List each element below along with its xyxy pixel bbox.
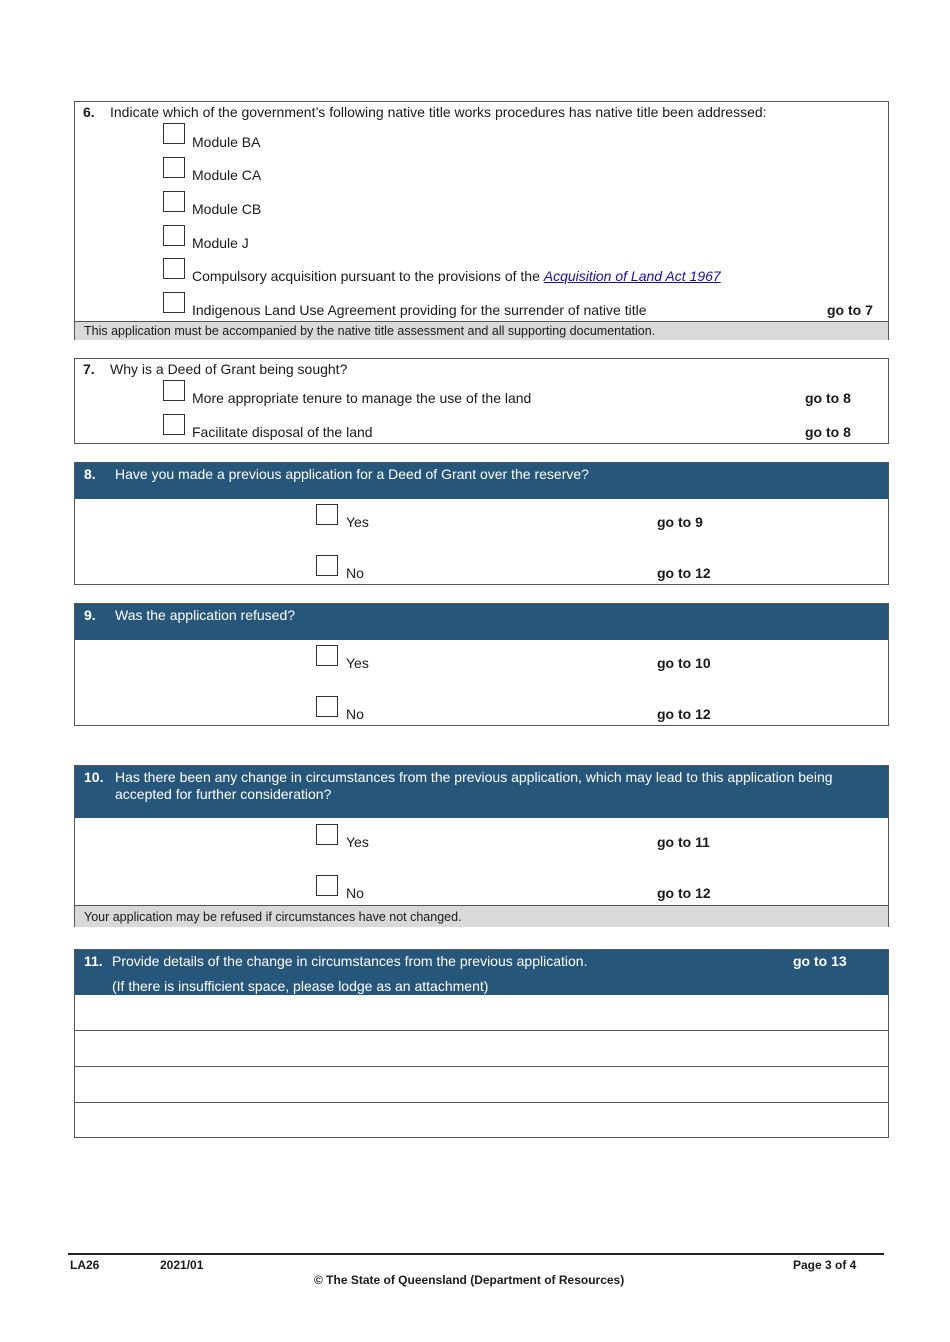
acquisition-act-link[interactable]: Acquisition of Land Act 1967	[543, 268, 721, 284]
checkbox-module-ba[interactable]	[163, 123, 185, 144]
option-label: No	[346, 565, 364, 581]
option-label: Module CB	[192, 201, 262, 217]
option-label: More appropriate tenure to manage the use of the land	[192, 390, 532, 406]
question-6-section	[74, 101, 889, 340]
question-11-section	[74, 949, 889, 1138]
option-label: Compulsory acquisition pursuant to the provisions of the	[192, 268, 544, 284]
checkbox-no[interactable]	[316, 555, 338, 576]
question-8-section	[74, 462, 889, 585]
copyright: © The State of Queensland (Department of Resources)	[314, 1273, 625, 1287]
question-number: 8.	[84, 466, 96, 482]
checkbox-yes[interactable]	[316, 824, 338, 845]
question-text: Was the application refused?	[115, 607, 296, 623]
goto-label: go to 10	[657, 655, 711, 671]
question-text: Indicate which of the government’s following native title works procedures has native title been addressed:	[110, 104, 767, 120]
question-text-line2: accepted for further consideration?	[115, 786, 332, 802]
checkbox-compulsory-acquisition[interactable]	[163, 258, 185, 279]
question-7-section	[74, 358, 889, 444]
question-number: 6.	[83, 104, 95, 120]
question-header	[75, 463, 888, 499]
option-label: Yes	[346, 514, 369, 530]
option-label: Facilitate disposal of the land	[192, 424, 373, 440]
option-label: Module BA	[192, 134, 261, 150]
checkbox-no[interactable]	[316, 875, 338, 896]
details-input-line-1[interactable]	[75, 995, 888, 1030]
goto-label: go to 12	[657, 706, 711, 722]
details-input-line-2[interactable]	[75, 1031, 888, 1066]
option-label: Module J	[192, 235, 249, 251]
question-number: 10.	[84, 769, 104, 785]
checkbox-appropriate-tenure[interactable]	[163, 380, 185, 401]
checkbox-module-j[interactable]	[163, 225, 185, 246]
details-input-line-4[interactable]	[75, 1103, 888, 1137]
question-text: Have you made a previous application for a Deed of Grant over the reserve?	[115, 466, 589, 482]
question-number: 11.	[84, 953, 103, 969]
goto-label: go to 8	[805, 424, 851, 440]
page-number: Page 3 of 4	[793, 1258, 857, 1272]
question-header	[75, 766, 888, 818]
goto-label: go to 7	[827, 302, 873, 318]
question-header	[75, 604, 888, 640]
form-code: LA26	[70, 1258, 100, 1272]
checkbox-yes[interactable]	[316, 504, 338, 525]
option-label: No	[346, 885, 364, 901]
question-10-section	[74, 765, 889, 927]
form-version: 2021/01	[160, 1258, 204, 1272]
q6-note: This application must be accompanied by the native title assessment and all supporting documentation.	[75, 321, 888, 340]
question-header	[75, 950, 888, 995]
checkbox-ilua[interactable]	[163, 292, 185, 313]
question-text: Provide details of the change in circumstances from the previous application.	[112, 953, 588, 969]
question-hint: (If there is insufficient space, please lodge as an attachment)	[112, 978, 489, 994]
goto-label: go to 11	[657, 834, 710, 850]
checkbox-no[interactable]	[316, 696, 338, 717]
question-9-section	[74, 603, 889, 726]
option-label: Module CA	[192, 167, 262, 183]
goto-label: go to 12	[657, 885, 711, 901]
q10-note: Your application may be refused if circumstances have not changed.	[75, 905, 888, 927]
goto-label: go to 8	[805, 390, 851, 406]
checkbox-module-cb[interactable]	[163, 191, 185, 212]
details-input-line-3[interactable]	[75, 1067, 888, 1102]
checkbox-yes[interactable]	[316, 645, 338, 666]
goto-label: go to 12	[657, 565, 711, 581]
question-number: 9.	[84, 607, 96, 623]
question-text: Why is a Deed of Grant being sought?	[110, 361, 348, 377]
option-label: No	[346, 706, 364, 722]
checkbox-module-ca[interactable]	[163, 157, 185, 178]
option-label: Yes	[346, 834, 369, 850]
checkbox-facilitate-disposal[interactable]	[163, 414, 185, 435]
footer-divider	[68, 1253, 884, 1255]
question-number: 7.	[83, 361, 95, 377]
goto-label: go to 9	[657, 514, 703, 530]
option-label-compulsory	[192, 268, 721, 284]
option-label: Indigenous Land Use Agreement providing for the surrender of native title	[192, 302, 647, 318]
goto-label: go to 13	[793, 953, 847, 969]
question-text-line1: Has there been any change in circumstances from the previous application, which may lead to this application being	[115, 769, 833, 785]
option-label: Yes	[346, 655, 369, 671]
